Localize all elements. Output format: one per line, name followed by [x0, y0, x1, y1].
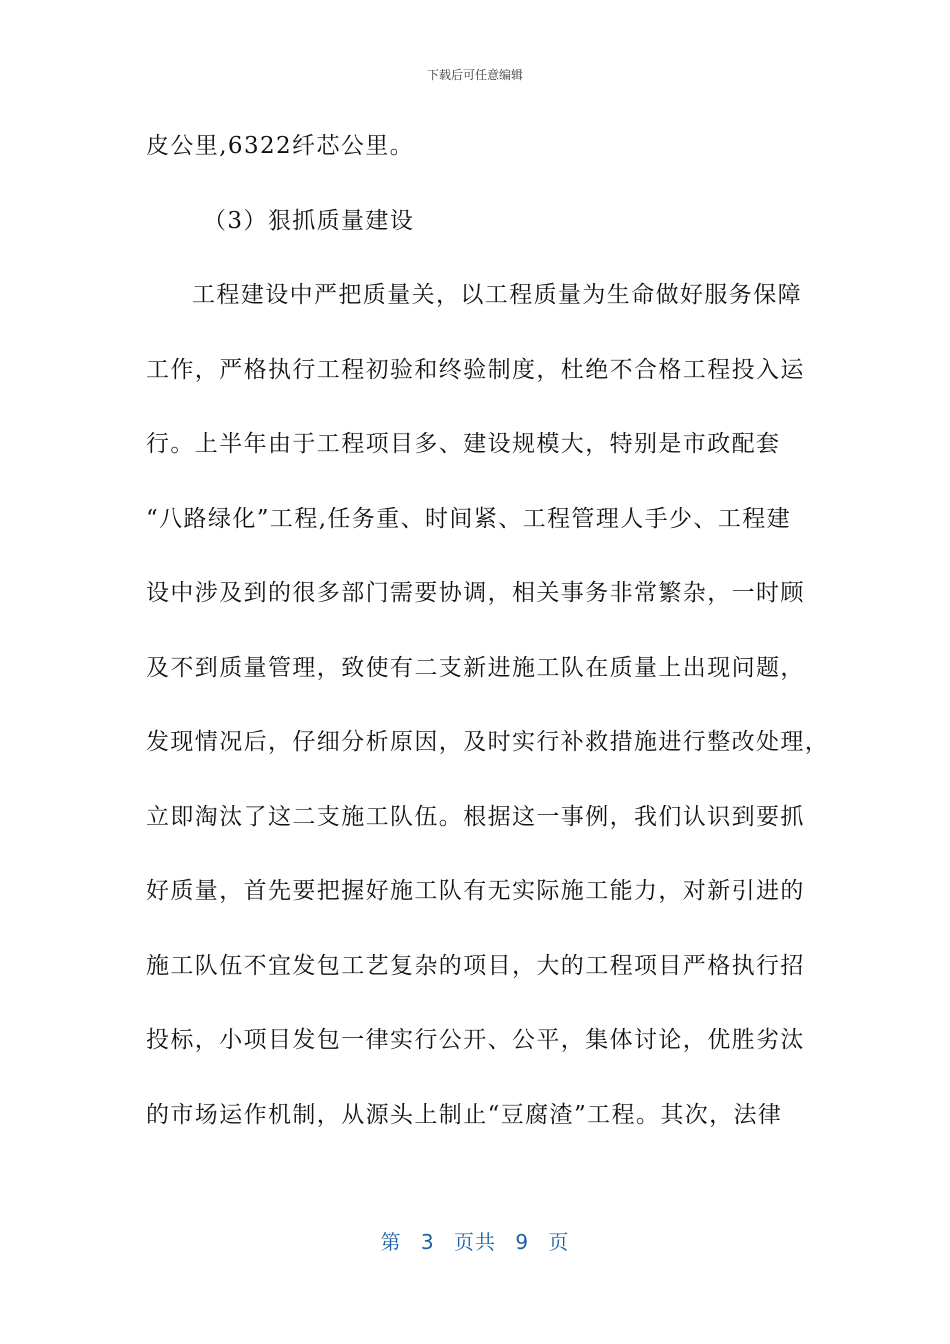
body-line: 行。上半年由于工程项目多、建设规模大，特别是市政配套 — [146, 431, 781, 457]
body-line: 的市场运作机制，从源头上制止“豆腐渣”工程。其次，法律 — [146, 1101, 783, 1128]
body-line: 工作，严格执行工程初验和终验制度，杜绝不合格工程投入运 — [146, 356, 805, 383]
body-line: 好质量，首先要把握好施工队有无实际施工能力，对新引进的 — [146, 878, 805, 904]
body-line: 投标，小项目发包一律实行公开、公平，集体讨论，优胜劣汰 — [146, 1027, 805, 1053]
body-line: “八路绿化”工程,任务重、时间紧、工程管理人手少、工程建 — [146, 505, 792, 532]
body-line: 设中涉及到的很多部门需要协调，相关事务非常繁杂，一时顾 — [146, 580, 805, 606]
page-header: 下载后可任意编辑 — [426, 68, 523, 82]
body-line: 皮公里,6322纤芯公里。 — [146, 133, 415, 159]
paragraph-first-line: 工程建设中严把质量关，以工程质量为生命做好服务保障 — [192, 282, 802, 308]
body-line: 立即淘汰了这二支施工队伍。根据这一事例，我们认识到要抓 — [146, 803, 805, 830]
section-heading: （3）狠抓质量建设 — [203, 207, 415, 234]
document-body — [146, 126, 830, 1169]
body-line: 施工队伍不宜发包工艺复杂的项目，大的工程项目严格执行招 — [146, 952, 805, 979]
page-number-footer: 第 3 页共 9 页 — [380, 1230, 570, 1254]
body-line: 发现情况后，仔细分析原因，及时实行补救措施进行整改处理， — [146, 729, 830, 755]
body-line: 及不到质量管理，致使有二支新进施工队在质量上出现问题， — [146, 654, 805, 681]
